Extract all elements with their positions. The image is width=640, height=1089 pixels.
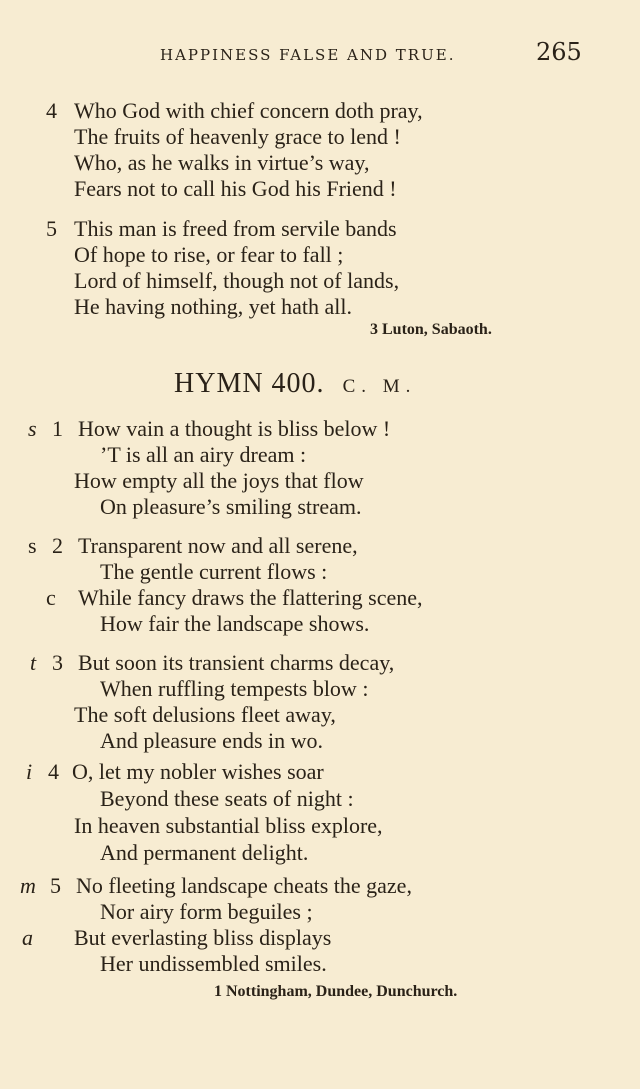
hymn-meter: C. M. xyxy=(342,376,417,397)
verse-line: And pleasure ends in wo. xyxy=(100,728,324,753)
verse-line: This man is freed from servile bands xyxy=(74,216,397,241)
tune-names: 1 Nottingham, Dundee, Dunchurch. xyxy=(214,983,458,1000)
stanza-number: 1 xyxy=(52,416,63,441)
dynamic-mark: m xyxy=(20,873,36,898)
verse-line: Her undissembled smiles. xyxy=(100,951,327,976)
verse-line: Beyond these seats of night : xyxy=(100,786,354,811)
verse-line: And permanent delight. xyxy=(100,840,309,865)
running-head: HAPPINESS FALSE AND TRUE. xyxy=(160,46,456,64)
verse-line: No fleeting landscape cheats the gaze, xyxy=(76,873,412,898)
dynamic-mark: i xyxy=(26,759,33,784)
dynamic-mark: c xyxy=(46,585,56,610)
tune-names: 3 Luton, Sabaoth. xyxy=(370,321,492,338)
verse-line: Fears not to call his God his Friend ! xyxy=(74,176,397,201)
verse-line: While fancy draws the flattering scene, xyxy=(78,585,423,610)
verse-line: How fair the landscape shows. xyxy=(100,611,370,636)
stanza-number: 4 xyxy=(46,98,57,123)
stanza-number: 4 xyxy=(48,759,59,784)
verse-line: How empty all the joys that flow xyxy=(74,468,364,493)
dynamic-mark: t xyxy=(30,650,37,675)
verse-line: In heaven substantial bliss explore, xyxy=(74,813,383,838)
verse-line: Transparent now and all serene, xyxy=(78,533,358,558)
verse-line: The gentle current flows : xyxy=(100,559,328,584)
stanza-number: 5 xyxy=(50,873,61,898)
verse-line: Of hope to rise, or fear to fall ; xyxy=(74,242,344,267)
hymn-number: HYMN 400. xyxy=(174,368,325,399)
verse-line: Nor airy form beguiles ; xyxy=(100,899,313,924)
hymn-title xyxy=(174,368,416,400)
verse-line: But everlasting bliss displays xyxy=(74,925,332,950)
verse-line: The fruits of heavenly grace to lend ! xyxy=(74,124,401,149)
stanza-number: 2 xyxy=(52,533,63,558)
verse-line: When ruffling tempests blow : xyxy=(100,676,369,701)
dynamic-mark: s xyxy=(28,533,37,558)
dynamic-mark: s xyxy=(28,416,37,441)
verse-line: Who, as he walks in virtue’s way, xyxy=(74,150,370,175)
verse-line: But soon its transient charms decay, xyxy=(78,650,395,675)
stanza-number: 3 xyxy=(52,650,63,675)
verse-line: He having nothing, yet hath all. xyxy=(74,294,352,319)
dynamic-mark: a xyxy=(22,925,33,950)
page-number: 265 xyxy=(536,38,582,66)
verse-line: Lord of himself, though not of lands, xyxy=(74,268,400,293)
verse-line: ’T is all an airy dream : xyxy=(100,442,307,467)
verse-line: How vain a thought is bliss below ! xyxy=(78,416,391,441)
verse-line: The soft delusions fleet away, xyxy=(74,702,336,727)
verse-line: O, let my nobler wishes soar xyxy=(72,759,324,784)
stanza-number: 5 xyxy=(46,216,57,241)
verse-line: On pleasure’s smiling stream. xyxy=(100,494,362,519)
verse-line: Who God with chief concern doth pray, xyxy=(74,98,423,123)
